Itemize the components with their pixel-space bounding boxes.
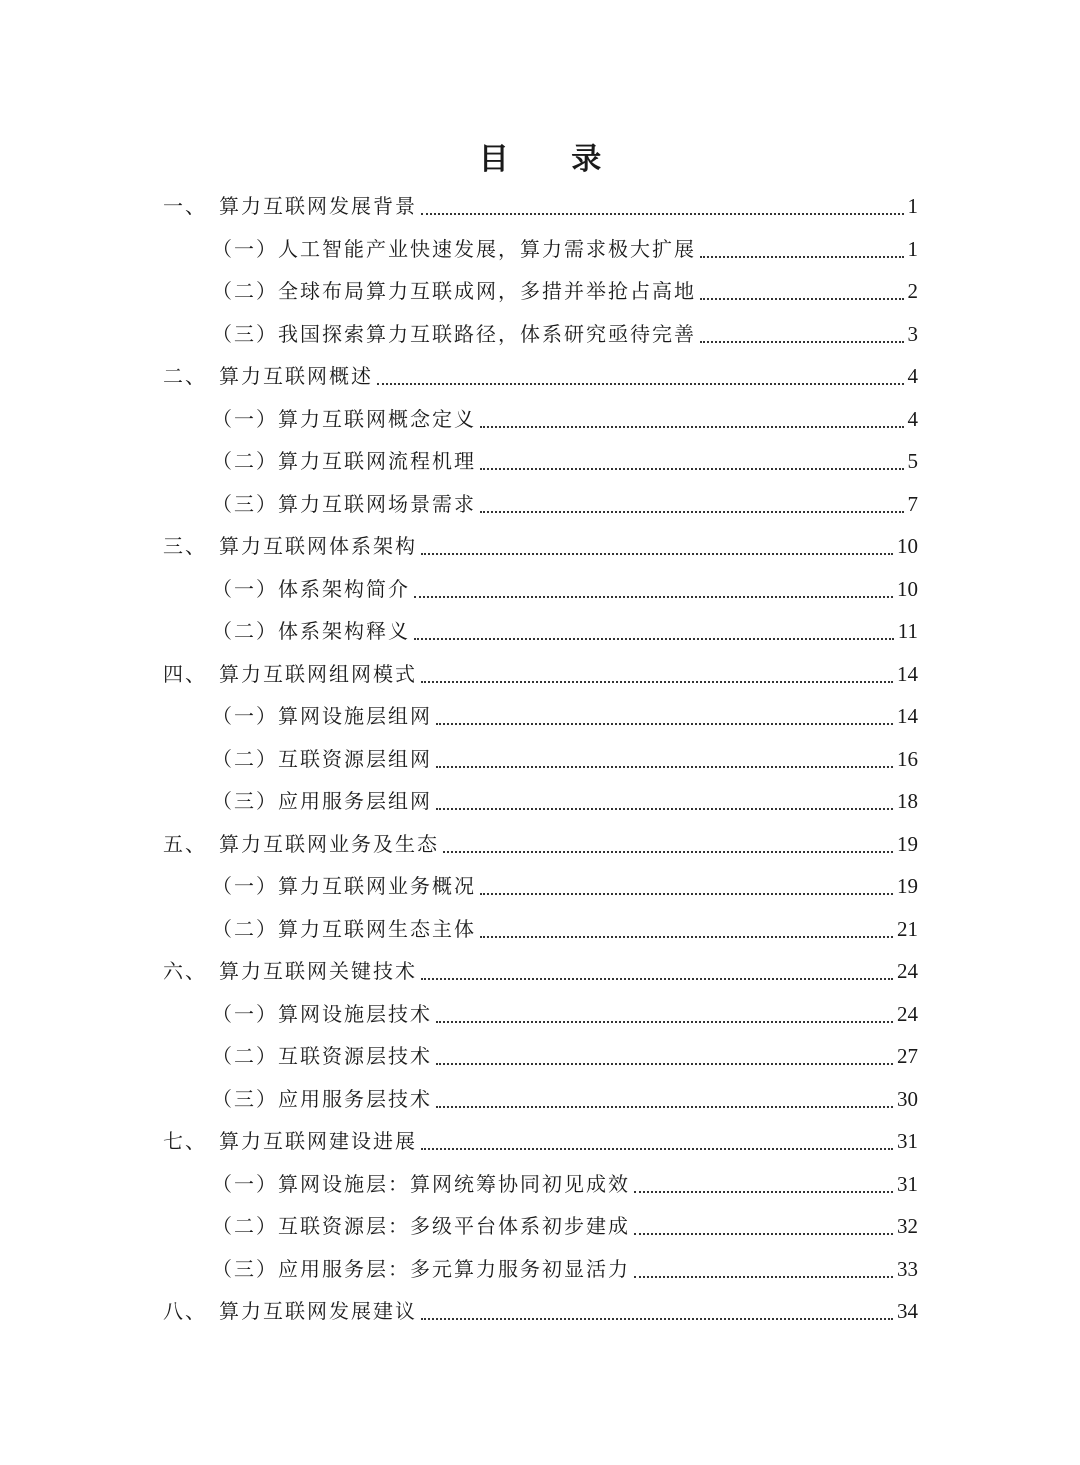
toc-section-entry[interactable] (212, 613, 918, 649)
toc-page-number: 11 (897, 619, 918, 643)
toc-section-entry[interactable] (212, 911, 918, 947)
dot-leader (421, 681, 893, 683)
toc-chapter-entry[interactable] (163, 528, 918, 564)
toc-page-number: 1 (907, 194, 918, 218)
toc-entry-title (212, 401, 476, 437)
toc-chapter-number: 四、 (163, 661, 207, 686)
toc-entry-title (212, 1166, 630, 1202)
toc-entry-label: （二）全球布局算力互联成网，多措并举抢占高地 (212, 279, 696, 303)
toc-entry-label: （一）算网设施层：算网统筹协同初见成效 (212, 1171, 630, 1196)
toc-page-number: 21 (897, 916, 918, 941)
toc-chapter-number: 三、 (163, 534, 207, 558)
toc-page-number: 10 (897, 576, 918, 601)
toc-entry-label: 算力互联网发展背景 (219, 194, 417, 218)
toc-section-entry[interactable] (212, 1166, 918, 1202)
toc-page-number: 1 (907, 236, 918, 261)
toc-section-entry[interactable] (212, 996, 918, 1032)
toc-entry-title (212, 741, 432, 777)
toc-entry-title (212, 571, 410, 607)
toc-entry-label: （二）互联资源层：多级平台体系初步建成 (212, 1214, 630, 1238)
toc-section-entry[interactable] (212, 1251, 918, 1287)
toc-section-entry[interactable] (212, 443, 918, 479)
toc-entry-label: 算力互联网关键技术 (219, 959, 417, 983)
toc-chapter-number: 五、 (163, 831, 207, 856)
toc-page-number: 14 (897, 704, 918, 728)
dot-leader (436, 1021, 893, 1023)
toc-chapter-number: 八、 (163, 1299, 207, 1323)
toc-entry-label: （三）应用服务层组网 (212, 789, 432, 813)
toc-entry-label: （三）应用服务层：多元算力服务初显活力 (212, 1256, 630, 1281)
dot-leader (480, 511, 904, 513)
dot-leader (480, 468, 904, 470)
toc-entry-label: （一）人工智能产业快速发展，算力需求极大扩展 (212, 236, 696, 261)
dot-leader (436, 766, 893, 768)
dot-leader (421, 978, 893, 980)
toc-page-number: 27 (897, 1044, 918, 1068)
toc-entry-title (212, 1251, 630, 1287)
toc-entry-title (212, 698, 432, 734)
toc-entry-title (212, 316, 696, 352)
toc-page-number: 31 (897, 1171, 918, 1196)
toc-entry-title (163, 358, 373, 394)
toc-entry-title (212, 613, 410, 649)
toc-section-entry[interactable] (212, 1208, 918, 1244)
toc-chapter-entry[interactable] (163, 953, 918, 989)
toc-chapter-entry[interactable] (163, 826, 918, 862)
toc-chapter-number: 七、 (163, 1129, 207, 1153)
dot-leader (414, 638, 894, 640)
toc-page-number: 3 (907, 321, 918, 346)
toc-chapter-entry[interactable] (163, 1293, 918, 1329)
dot-leader (700, 298, 904, 300)
toc-page-number: 24 (897, 1001, 918, 1026)
toc-entry-title (212, 486, 476, 522)
dot-leader (436, 1063, 893, 1065)
dot-leader (634, 1233, 893, 1235)
toc-entry-title (163, 188, 417, 224)
toc-page-number: 18 (897, 789, 918, 813)
toc-entry-label: （一）算网设施层技术 (212, 1001, 432, 1026)
toc-entry-label: 算力互联网发展建议 (219, 1299, 417, 1323)
toc-entry-label: （一）算网设施层组网 (212, 704, 432, 728)
toc-section-entry[interactable] (212, 486, 918, 522)
toc-page-number: 19 (897, 831, 918, 856)
toc-entry-title (212, 1038, 432, 1074)
dot-leader (700, 341, 904, 343)
toc-page-number: 2 (907, 279, 918, 303)
toc-page-number: 34 (897, 1299, 918, 1323)
toc-page-number: 33 (897, 1256, 918, 1281)
toc-page-number: 4 (907, 406, 918, 431)
toc-chapter-entry[interactable] (163, 188, 918, 224)
toc-entry-title (212, 273, 696, 309)
toc-entry-label: （二）算力互联网生态主体 (212, 916, 476, 941)
toc-section-entry[interactable] (212, 698, 918, 734)
dot-leader (377, 383, 904, 385)
toc-page-number: 32 (897, 1214, 918, 1238)
toc-entry-label: （一）体系架构简介 (212, 576, 410, 601)
toc-entry-title (212, 1208, 630, 1244)
dot-leader (421, 213, 904, 215)
toc-page-number: 31 (897, 1129, 918, 1153)
toc-entry-label: （二）互联资源层技术 (212, 1044, 432, 1068)
toc-entry-label: （三）我国探索算力互联路径，体系研究亟待完善 (212, 321, 696, 346)
toc-entry-title (212, 996, 432, 1032)
toc-page-number: 30 (897, 1086, 918, 1111)
toc-entry-title (212, 443, 476, 479)
toc-entry-title (212, 783, 432, 819)
page-title: 目 录 (478, 142, 628, 177)
toc-entry-label: （一）算力互联网概念定义 (212, 406, 476, 431)
toc-page-number: 7 (907, 491, 918, 516)
dot-leader (436, 1106, 893, 1108)
toc-section-entry[interactable] (212, 741, 918, 777)
dot-leader (421, 1318, 893, 1320)
toc-page-number: 14 (897, 661, 918, 686)
toc-section-entry[interactable] (212, 783, 918, 819)
toc-section-entry[interactable] (212, 868, 918, 904)
toc-section-entry[interactable] (212, 316, 918, 352)
toc-page-number: 5 (907, 449, 918, 473)
dot-leader (634, 1191, 893, 1193)
toc-entry-label: 算力互联网组网模式 (219, 661, 417, 686)
toc-page-number: 4 (907, 364, 918, 388)
dot-leader (634, 1276, 893, 1278)
toc-entry-title (212, 1081, 432, 1117)
toc-section-entry[interactable] (212, 401, 918, 437)
toc-chapter-entry[interactable] (163, 358, 918, 394)
dot-leader (480, 936, 893, 938)
toc-entry-title (212, 868, 476, 904)
toc-page-number: 16 (897, 746, 918, 771)
toc-chapter-entry[interactable] (163, 656, 918, 692)
toc-entry-title (163, 1123, 417, 1159)
toc-entry-title (163, 656, 417, 692)
dot-leader (421, 1148, 893, 1150)
toc-entry-title (163, 528, 417, 564)
toc-entry-label: 算力互联网概述 (219, 364, 373, 388)
toc-entry-label: （二）算力互联网流程机理 (212, 449, 476, 473)
toc-section-entry[interactable] (212, 273, 918, 309)
toc-entry-label: （二）体系架构释义 (212, 619, 410, 643)
dot-leader (700, 256, 904, 258)
toc-entry-label: （三）算力互联网场景需求 (212, 491, 476, 516)
dot-leader (480, 893, 893, 895)
toc-page-number: 19 (897, 874, 918, 898)
dot-leader (421, 553, 893, 555)
toc-page-number: 24 (897, 959, 918, 983)
toc-entry-title (212, 231, 696, 267)
toc-chapter-number: 二、 (163, 364, 207, 388)
dot-leader (480, 426, 904, 428)
toc-section-entry[interactable] (212, 571, 918, 607)
toc-section-entry[interactable] (212, 1038, 918, 1074)
dot-leader (436, 808, 893, 810)
toc-entry-label: 算力互联网体系架构 (219, 534, 417, 558)
toc-entry-title (212, 911, 476, 947)
toc-entry-label: 算力互联网建设进展 (219, 1129, 417, 1153)
toc-entry-title (163, 826, 439, 862)
toc-section-entry[interactable] (212, 1081, 918, 1117)
toc-chapter-entry[interactable] (163, 1123, 918, 1159)
dot-leader (443, 851, 893, 853)
toc-section-entry[interactable] (212, 231, 918, 267)
dot-leader (436, 723, 893, 725)
toc-entry-title (163, 953, 417, 989)
toc-entry-label: （一）算力互联网业务概况 (212, 874, 476, 898)
dot-leader (414, 596, 893, 598)
toc-entry-label: （二）互联资源层组网 (212, 746, 432, 771)
toc-entry-label: 算力互联网业务及生态 (219, 831, 439, 856)
toc-entry-title (163, 1293, 417, 1329)
toc-page-number: 10 (897, 534, 918, 558)
toc-chapter-number: 一、 (163, 194, 207, 218)
toc-chapter-number: 六、 (163, 959, 207, 983)
toc-entry-label: （三）应用服务层技术 (212, 1086, 432, 1111)
